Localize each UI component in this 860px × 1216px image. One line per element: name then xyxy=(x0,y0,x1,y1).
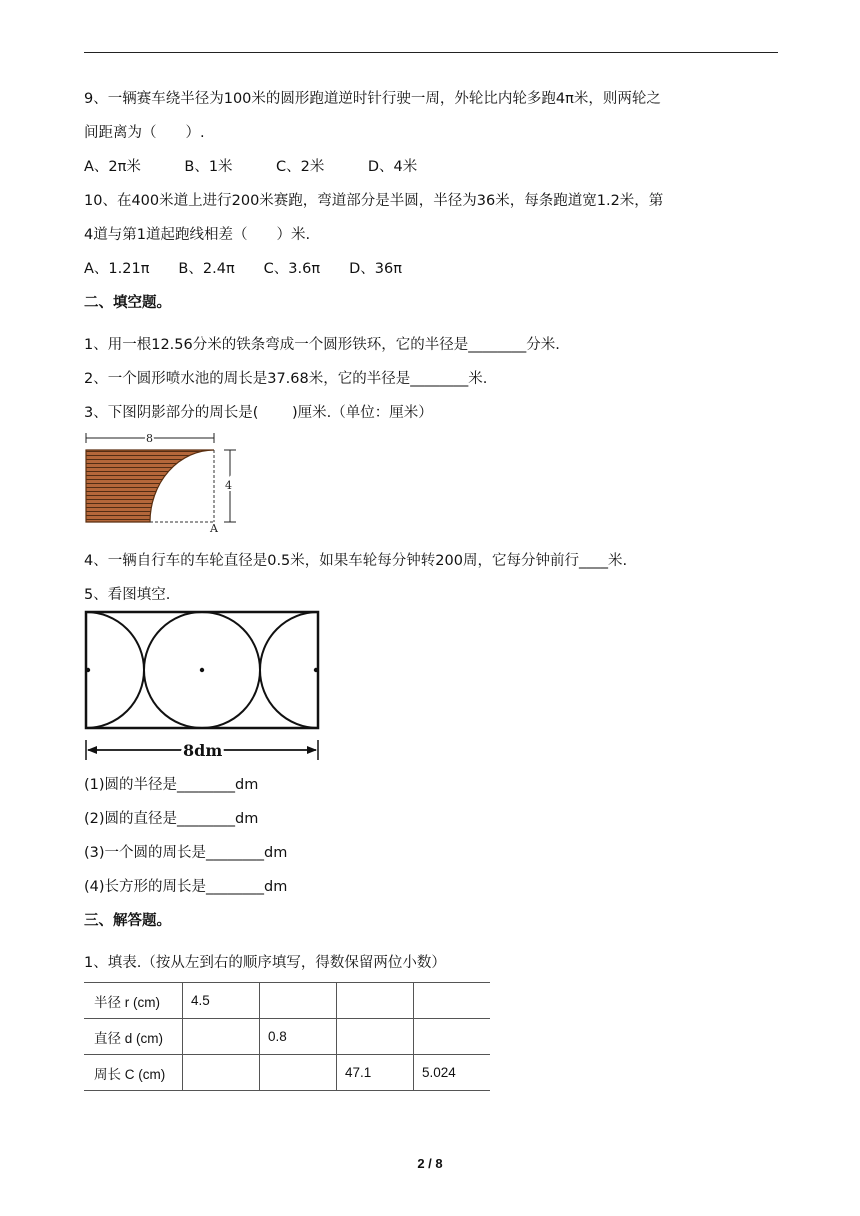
table-row-header: 周长 C (cm) xyxy=(84,1055,183,1091)
figure1-height-label: 4 xyxy=(225,479,232,492)
line-11: 5、看图填空. xyxy=(84,587,171,603)
table-row xyxy=(84,1055,490,1091)
line-16: 三、解答题。 xyxy=(84,913,171,929)
table-cell xyxy=(414,1019,491,1055)
table-cell: 4.5 xyxy=(183,983,260,1019)
line-12: (1)圆的半径是________dm xyxy=(84,777,259,793)
table-cell xyxy=(260,983,337,1019)
line-3: 10、在400米道上进行200米赛跑，弯道部分是半圆，半径为36米，每条跑道宽1.2米，第 xyxy=(84,193,664,209)
line-5: A、1.21π B、2.4π C、3.6π D、36π xyxy=(84,261,402,277)
table-row-header: 半径 r (cm) xyxy=(84,983,183,1019)
line-4: 4道与第1道起跑线相差（ ）米. xyxy=(84,227,311,243)
table-cell: 5.024 xyxy=(414,1055,491,1091)
line-13: (2)圆的直径是________dm xyxy=(84,811,259,827)
line-9: 3、下图阴影部分的周长是( )厘米.（单位：厘米） xyxy=(84,405,433,421)
line-8: 2、一个圆形喷水池的周长是37.68米，它的半径是________米. xyxy=(84,371,488,387)
table-row xyxy=(84,983,490,1019)
table-cell xyxy=(183,1055,260,1091)
table-cell xyxy=(414,983,491,1019)
fill-table xyxy=(84,982,490,1091)
table-cell xyxy=(260,1055,337,1091)
page-number: 2 / 8 xyxy=(417,1156,443,1171)
line-7: 1、用一根12.56分米的铁条弯成一个圆形铁环，它的半径是________分米. xyxy=(84,337,560,353)
table-cell xyxy=(183,1019,260,1055)
left-half-circle xyxy=(82,612,144,728)
figure1-point-label: A xyxy=(210,522,218,532)
line-0: 9、一辆赛车绕半径为100米的圆形跑道逆时针行驶一周，外轮比内轮多跑4π米，则两轮之 xyxy=(84,91,661,107)
line-10: 4、一辆自行车的车轮直径是0.5米，如果车轮每分钟转200周，它每分钟前行____米. xyxy=(84,553,628,569)
figure2-length-label: 8dm xyxy=(183,741,223,760)
line-6: 二、填空题。 xyxy=(84,295,171,311)
table-cell: 0.8 xyxy=(260,1019,337,1055)
circles-figure xyxy=(82,608,322,768)
line-1: 间距离为（ ）. xyxy=(84,125,205,141)
header-rule xyxy=(84,52,778,53)
table-row-header: 直径 d (cm) xyxy=(84,1019,183,1055)
table-cell: 47.1 xyxy=(337,1055,414,1091)
line-2: A、2π米 B、1米 C、2米 D、4米 xyxy=(84,159,418,175)
line-14: (3)一个圆的周长是________dm xyxy=(84,845,288,861)
right-half-circle xyxy=(260,612,322,728)
figure1-width-label: 8 xyxy=(146,432,153,445)
shaded-region xyxy=(86,450,214,522)
table-cell xyxy=(337,1019,414,1055)
line-15: (4)长方形的周长是________dm xyxy=(84,879,288,895)
line-17: 1、填表.（按从左到右的顺序填写，得数保留两位小数） xyxy=(84,955,446,971)
table-row xyxy=(84,1019,490,1055)
table-cell xyxy=(337,983,414,1019)
shaded-figure xyxy=(84,432,244,532)
